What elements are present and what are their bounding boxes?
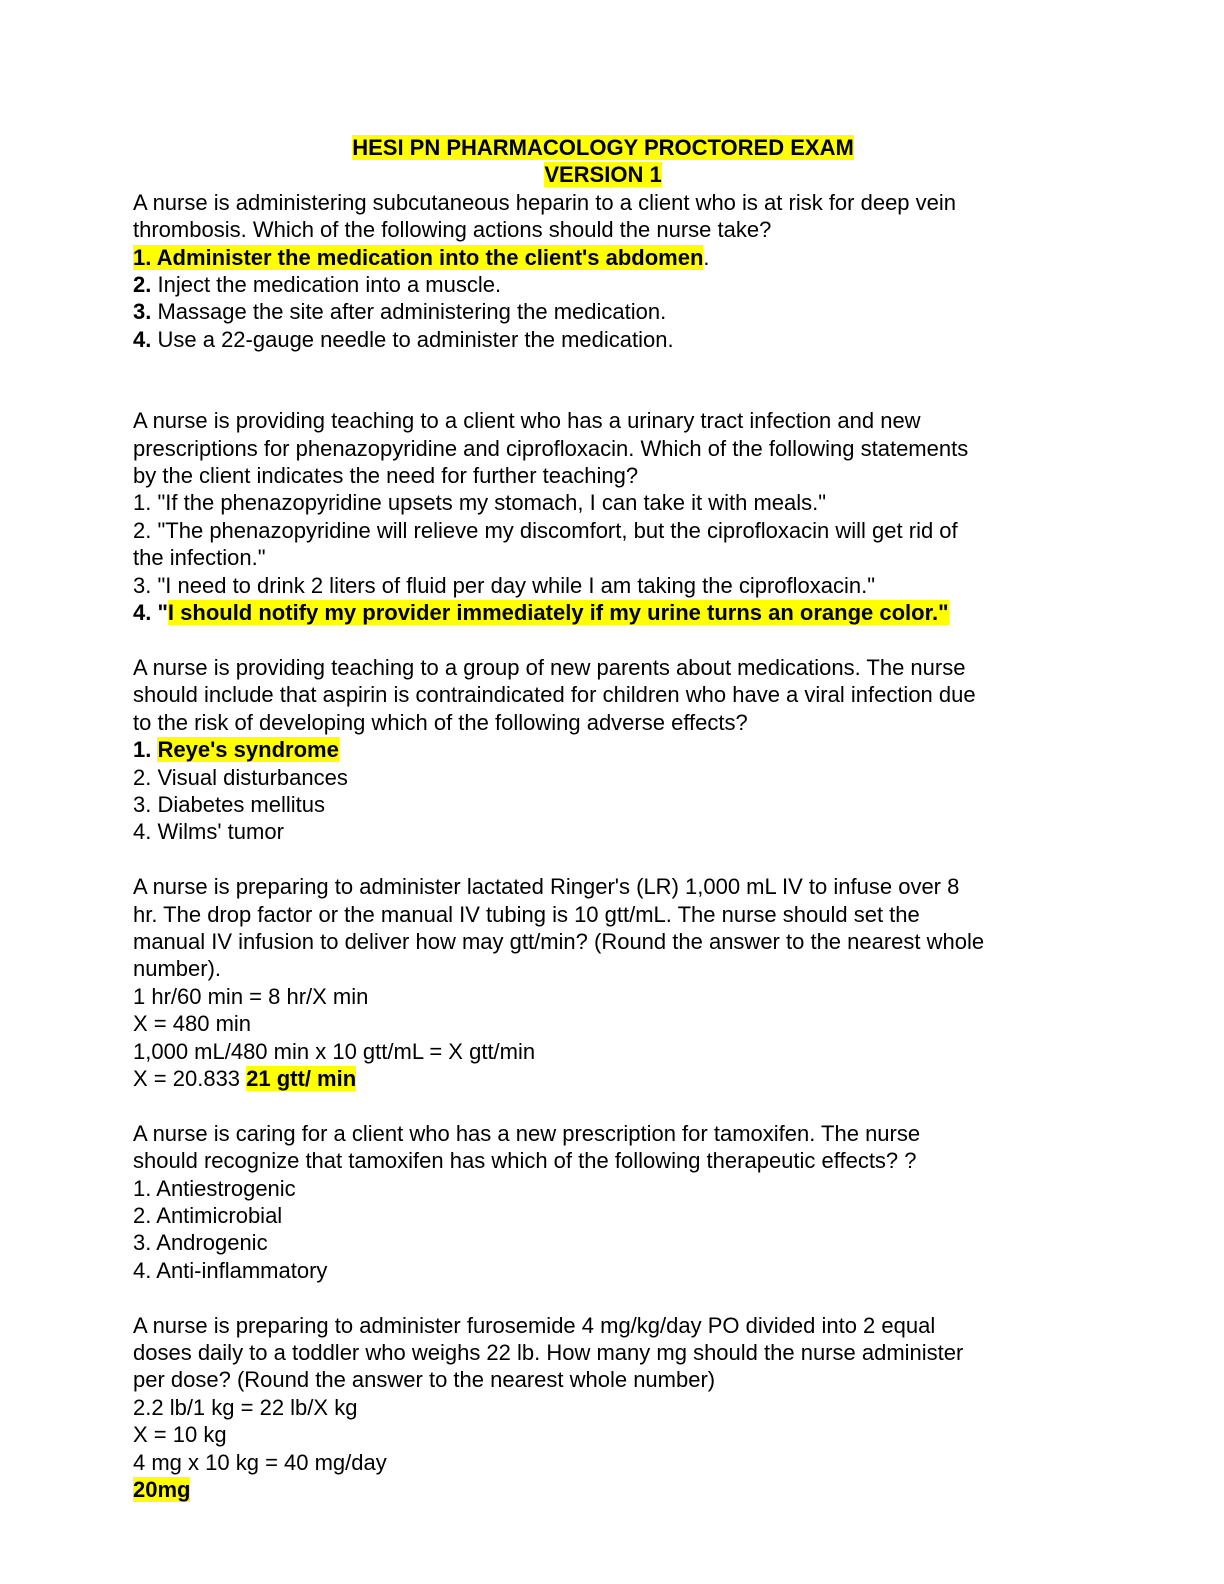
- option-number: 4.: [133, 326, 152, 352]
- question-stem-line: prescriptions for phenazopyridine and ciprofloxacin. Which of the following statements: [133, 435, 969, 461]
- title-line-2: VERSION 1: [544, 162, 662, 188]
- question-stem-line: A nurse is preparing to administer lactated Ringer's (LR) 1,000 mL IV to infuse over 8: [133, 874, 960, 900]
- option-number: 1.: [133, 1175, 152, 1201]
- calculation-answer: [133, 1065, 1073, 1092]
- option-number: 3.: [133, 1230, 152, 1256]
- answer-option: [133, 1229, 1073, 1256]
- question-stem-line: hr. The drop factor or the manual IV tubing is 10 gtt/mL. The nurse should set the: [133, 901, 920, 927]
- answer-prefix: X = 20.833: [133, 1065, 247, 1091]
- answer-option: [133, 572, 1073, 599]
- answer-option-continuation: the infection.": [133, 545, 266, 571]
- title-line-1: HESI PN PHARMACOLOGY PROCTORED EXAM: [352, 135, 854, 160]
- question-stem-line: by the client indicates the need for further teaching?: [133, 463, 639, 489]
- option-text: I should notify my provider immediately if my urine turns an orange color.": [167, 600, 949, 626]
- answer-option: [133, 298, 1073, 325]
- document-title: [133, 134, 1073, 189]
- question-2: [133, 407, 1073, 626]
- question-5: [133, 1120, 1073, 1284]
- option-text: Androgenic: [156, 1230, 268, 1256]
- question-stem-line: should include that aspirin is contraindicated for children who have a viral infection due: [133, 682, 976, 708]
- option-text: "I need to drink 2 liters of fluid per day while I am taking the ciprofloxacin.": [157, 572, 876, 598]
- option-text: Diabetes mellitus: [157, 791, 325, 817]
- option-number: 3.: [133, 299, 152, 325]
- question-stem-line: per dose? (Round the answer to the nearest whole number): [133, 1367, 716, 1393]
- calculation-step: 1,000 mL/480 min x 10 gtt/mL = X gtt/min: [133, 1038, 536, 1064]
- option-text: Administer the medication into the client's abdomen: [156, 244, 704, 270]
- question-1: [133, 189, 1073, 353]
- answer-highlight: 21 gtt/ min: [246, 1065, 357, 1091]
- option-number: 4.: [133, 819, 152, 845]
- question-stem-line: A nurse is preparing to administer furosemide 4 mg/kg/day PO divided into 2 equal: [133, 1312, 936, 1338]
- option-number: 4.: [133, 1257, 152, 1283]
- calculation-answer: [133, 1476, 1073, 1503]
- question-stem-line: number).: [133, 956, 222, 982]
- question-stem-line: A nurse is administering subcutaneous heparin to a client who is at risk for deep vein: [133, 189, 957, 215]
- answer-option: [133, 517, 1073, 544]
- option-text: "The phenazopyridine will relieve my discomfort, but the ciprofloxacin will get rid of: [157, 517, 958, 543]
- question-6: [133, 1312, 1073, 1504]
- calculation-step: 1 hr/60 min = 8 hr/X min: [133, 983, 369, 1009]
- question-stem-line: manual IV infusion to deliver how may gtt/min? (Round the answer to the nearest whole: [133, 928, 985, 954]
- answer-option: [133, 818, 1073, 845]
- option-text: Anti-inflammatory: [156, 1257, 328, 1283]
- option-number: 1.: [133, 244, 152, 270]
- answer-option: [133, 1175, 1073, 1202]
- option-number: 1.: [133, 490, 152, 516]
- answer-option-correct: [133, 599, 1073, 626]
- option-number: 3.: [133, 791, 152, 817]
- option-number: 2.: [133, 517, 152, 543]
- option-number: 3.: [133, 572, 152, 598]
- document-page: [133, 134, 1073, 1503]
- option-lead: ": [157, 600, 168, 626]
- calculation-step: 2.2 lb/1 kg = 22 lb/X kg: [133, 1394, 358, 1420]
- question-stem-line: to the risk of developing which of the following adverse effects?: [133, 709, 748, 735]
- option-text: Use a 22-gauge needle to administer the medication.: [157, 326, 674, 352]
- answer-option: [133, 1257, 1073, 1284]
- answer-highlight: 20mg: [133, 1477, 191, 1503]
- option-text: Antimicrobial: [156, 1202, 283, 1228]
- question-stem-line: A nurse is providing teaching to a client who has a urinary tract infection and new: [133, 408, 921, 434]
- calculation-step: 4 mg x 10 kg = 40 mg/day: [133, 1449, 387, 1475]
- option-number: 2.: [133, 1202, 152, 1228]
- calculation-step: X = 10 kg: [133, 1422, 227, 1448]
- question-stem-line: A nurse is caring for a client who has a new prescription for tamoxifen. The nurse: [133, 1120, 921, 1146]
- answer-option: [133, 326, 1073, 353]
- question-stem-line: A nurse is providing teaching to a group of new parents about medications. The nurse: [133, 654, 966, 680]
- answer-option: [133, 791, 1073, 818]
- answer-option: [133, 1202, 1073, 1229]
- question-3: [133, 654, 1073, 846]
- option-number: 4.: [133, 600, 152, 626]
- question-stem-line: doses daily to a toddler who weighs 22 lb. How many mg should the nurse administer: [133, 1340, 964, 1365]
- option-text: Inject the medication into a muscle.: [157, 272, 502, 298]
- question-4: [133, 873, 1073, 1092]
- answer-option-correct: [133, 244, 1073, 271]
- option-number: 1.: [133, 737, 152, 763]
- option-text: "If the phenazopyridine upsets my stomach, I can take it with meals.": [157, 490, 827, 516]
- answer-option: [133, 489, 1073, 516]
- option-text: Massage the site after administering the medication.: [157, 299, 667, 325]
- calculation-step: X = 480 min: [133, 1011, 252, 1037]
- option-text: Antiestrogenic: [156, 1175, 296, 1201]
- answer-option: [133, 271, 1073, 298]
- option-text: Visual disturbances: [157, 764, 348, 790]
- option-text: Wilms' tumor: [157, 819, 284, 845]
- option-tail: .: [703, 244, 710, 270]
- answer-option-correct: [133, 736, 1073, 763]
- question-stem-line: should recognize that tamoxifen has which of the following therapeutic effects? ?: [133, 1148, 917, 1174]
- option-number: 2.: [133, 764, 152, 790]
- answer-option: [133, 764, 1073, 791]
- option-text: Reye's syndrome: [157, 737, 339, 763]
- option-number: 2.: [133, 272, 152, 298]
- question-stem-line: thrombosis. Which of the following actions should the nurse take?: [133, 217, 772, 243]
